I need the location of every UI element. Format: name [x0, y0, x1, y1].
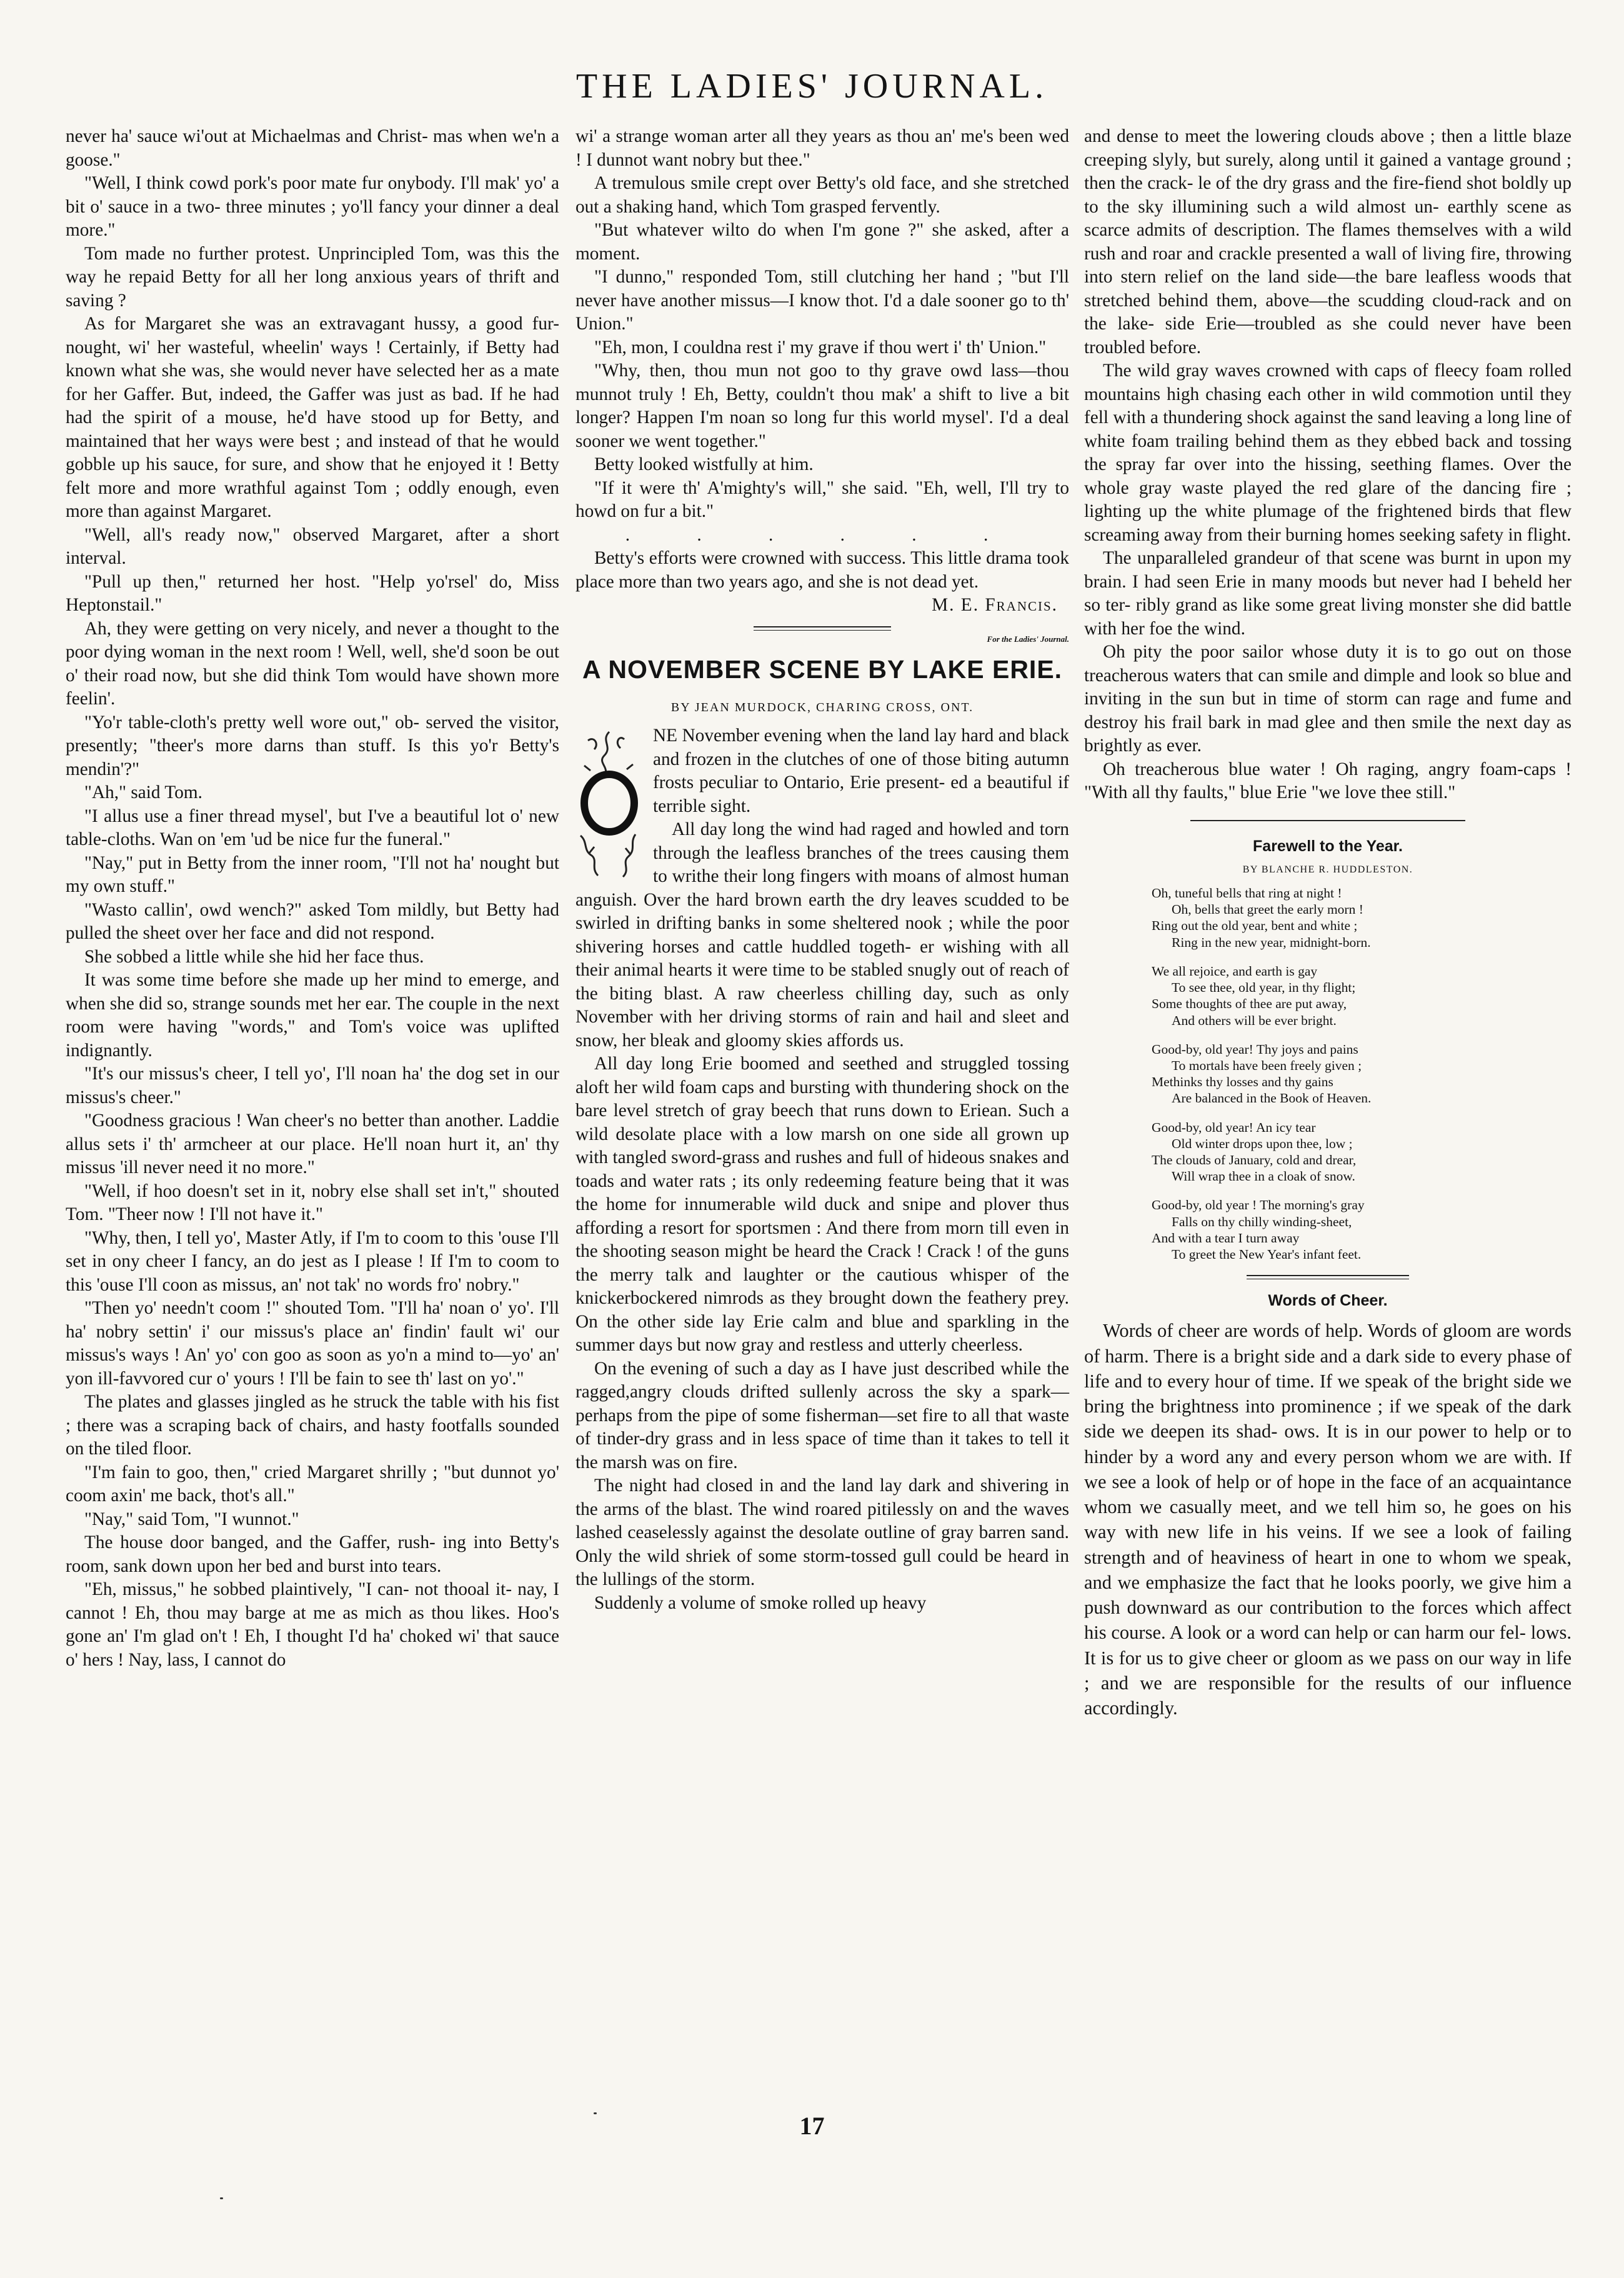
paragraph: Suddenly a volume of smoke rolled up heavy — [594, 1592, 927, 1613]
paragraph: "Then yo' needn't coom !" shouted Tom. "I'll ha' noan o' yo'. I'll ha' nobry settin' i' our missus's place an' findin' fault wi' our missus's ways ! An' yo' con goo as soon as yo'n a mind to—yo' an' yon ill-favvored cur o' yours ! I'll be fain to see th' last on yo'." — [66, 1298, 559, 1389]
paragraph: "Eh, mon, I couldna rest i' my grave if thou wert i' th' Union." — [594, 337, 1047, 357]
paragraph: "But whatever wilto do when I'm gone ?" she asked, after a moment. — [575, 220, 1069, 264]
paragraph: It was some time before she made up her mind to emerge, and when she did so, strange sounds met her ear. The couple in the next room were having "words," and Tom's voice was uplifted indignantly. — [66, 970, 559, 1061]
paragraph: All day long Erie boomed and seethed and struggled tossing aloft her wild foam caps and bursting with thundering shock on the bare level stretch of gray beech that runs down to Eriean. Such a wild desolate place with a low marsh on one side all grown up with tangled sword-grass and rushes and full of hideous snakes and toads and water rats ; its only redeeming feature being that it was the home for innumerable wild duck and snipe and plover thus affording a resort for sportsmen : And there from morn till even in the shooting season might be heard the Crack ! Crack ! of the guns the merry talk and laughter or the cautious whisper of the knickerbockered nimrods as they brought down the feathery prey. On the other side lay Erie calm and blue and sparkling in the summer days but now gray and restless and utterly cheerless. — [575, 1054, 1069, 1356]
poem-line: Will wrap thee in a cloak of snow. — [1172, 1169, 1355, 1184]
poem-byline: BY BLANCHE R. HUDDLESTON. — [1242, 864, 1413, 875]
section-break-dots: . . . . . . — [625, 524, 1020, 545]
print-speck — [220, 2197, 223, 2199]
poem-stanza — [1152, 1119, 1572, 1185]
poem-line: Falls on thy chilly winding-sheet, — [1172, 1214, 1352, 1229]
poem-line: The clouds of January, cold and drear, — [1152, 1152, 1357, 1168]
paragraph: Oh pity the poor sailor whose duty it is to go out on those treacherous waters that can smile and dimple and look so blue and inviting in the sun but in time of storm can rage and fume and destroy his frail bark in mad glee and then smile the next day as brightly as ever. — [1084, 642, 1572, 756]
poem-line: Methinks thy losses and thy gains — [1152, 1074, 1333, 1090]
paragraph: She sobbed a little while she hid her face thus. — [84, 946, 424, 967]
poem-line: To see thee, old year, in thy flight; — [1172, 980, 1356, 996]
paragraph: Ah, they were getting on very nicely, and never a thought to the poor dying woman in the next room ! Well, well, she'd soon be out o' their road now, but she did think Tom would have shown more feelin'. — [66, 618, 559, 709]
paragraph: The plates and glasses jingled as he struck the table with his fist ; there was a scraping back of chairs, and hasty footfalls sounded on the tiled floor. — [66, 1392, 559, 1459]
paragraph: "Eh, missus," he sobbed plaintively, "I can- not thooal it- nay, I cannot ! Eh, thou may barge at me as mich as thou likes. Hoo's gone an' I'm glad on't ! Eh, I thought I'd ha' choked wi' that sauce o' hers ! Nay, lass, I cannot do — [66, 1579, 559, 1670]
paragraph: The wild gray waves crowned with caps of fleecy foam rolled mountains high chasing each other in wild commotion until they fell with a thundering shock against the sand leaving a long line of white foam trailing behind them as they ebbed back and tossing the spray far over into the hissing, seething flames. Over the whole gray waste played the red glare of the dancing fire ; lighting up the white plumage of the frightened birds that flew screaming away from their burning homes seeking safety in flight. — [1084, 361, 1572, 545]
poem-stanza — [1152, 885, 1572, 951]
paragraph: The night had closed in and the land lay dark and shivering in the arms of the blast. The wind roared pitilessly on and the waves lashed ceaselessly against the desolate outline of gray barren sand. Only the wild shriek of some storm-tossed gull could be heard in the lullings of the storm. — [575, 1476, 1069, 1590]
poem-line: Are balanced in the Book of Heaven. — [1172, 1091, 1372, 1106]
cheer-title: Words of Cheer. — [1268, 1292, 1388, 1310]
poem-line: And with a tear I turn away — [1152, 1230, 1300, 1246]
source-note: For the Ladies' Journal. — [987, 634, 1069, 644]
page-number: 17 — [799, 2112, 825, 2140]
divider-rule — [1190, 820, 1465, 821]
poem-stanza — [1152, 1197, 1572, 1262]
poem-line: Oh, tuneful bells that ring at night ! — [1152, 885, 1342, 901]
paragraph: "Yo'r table-cloth's pretty well wore out," ob- served the visitor, presently; "theer's more darns than stuff. Is this yo'r Betty's mendin'?" — [66, 712, 559, 779]
paragraph: "Nay," said Tom, "I wunnot." — [84, 1509, 299, 1529]
paragraph: "I dunno," responded Tom, still clutching her hand ; "but I'll never have another missus—I know thot. I'd a dale sooner go to th' Union." — [575, 267, 1069, 334]
poem-line: Oh, bells that greet the early morn ! — [1172, 902, 1363, 917]
paragraph: "I'm fain to goo, then," cried Margaret shrilly ; "but dunnot yo' coom axin' me back, thot's all." — [66, 1462, 559, 1506]
poem-body — [1152, 885, 1572, 1262]
paragraph: and dense to meet the lowering clouds above ; then a little blaze creeping slyly, but surely, along until it gained a vantage ground ; then the crack- le of the dry grass and the fire-fiend shot boldly up to the sky illumining such a wild almost un- earthly scene as scarce admits of description. The flames themselves with a wild rush and roar and crackle presented a wall of living fire, throwing into stern relief on the land side—the bare leafless woods that stretched behind them, above—the scudding cloud-rack and on the lake- side Erie—troubled as she could never have been troubled before. — [1084, 126, 1572, 357]
poem-line: We all rejoice, and earth is gay — [1152, 963, 1318, 979]
paragraph: never ha' sauce wi'out at Michaelmas and Christ- mas when we'n a goose." — [66, 126, 559, 170]
poem-line: Good-by, old year! An icy tear — [1152, 1119, 1316, 1135]
poem-line: Ring out the old year, bent and white ; — [1152, 918, 1358, 934]
poem-line: Good-by, old year! Thy joys and pains — [1152, 1041, 1358, 1057]
paragraph: Tom made no further protest. Unprincipled Tom, was this the way he repaid Betty for all her long anxious years of thrift and saving ? — [66, 243, 559, 311]
svg-text:O: O — [609, 772, 610, 773]
poem-line: Good-by, old year ! The morning's gray — [1152, 1197, 1365, 1213]
paragraph: "Ah," said Tom. — [84, 782, 202, 802]
ornamental-drop-cap-icon — [575, 728, 643, 879]
column-3 — [1084, 125, 1572, 1721]
paragraph: On the evening of such a day as I have just described while the ragged,angry clouds drifted sullenly across the sky a spark—perhaps from the pipe of some fisherman—set fire to all that waste of tinder-dry grass and in less space of time than it takes to tell it the marsh was on fire. — [575, 1358, 1069, 1472]
divider-rule — [754, 626, 891, 631]
print-speck — [594, 2112, 597, 2114]
paragraph: Betty looked wistfully at him. — [594, 454, 814, 474]
cheer-paragraph: Words of cheer are words of help. Words of gloom are words of harm. There is a bright side and a dark side to every phase of life and to every hour of time. If we speak of the bright side we bring the brightness into prominence ; if we speak of the dark side we deepen its shad- ows. It is in our power to help or to hinder by a word any and every person whom we are with. If we see a look of help or of hope in the face of an acquaintance whom we casually meet, and we tell him so, he goes on his way with new life in his veins. If we see a look of failing strength and of heaviness of heart in one to whom we speak, and we emphasize the fact that he looks poorly, we give him a push downward as our contribution to the forces which affect his course. A look or a word can help or can harm our fel- lows. It is for us to give cheer or gloom as we pass on our way in life ; and we are responsible for the results of our influence accordingly. — [1084, 1320, 1572, 1719]
article-first-paragraph — [575, 724, 1069, 818]
paragraph: The unparalleled grandeur of that scene was burnt in upon my brain. I had seen Erie in many moods but never had I beheld her so ter- ribly grand as like some great living monster she did battle with her foe the wind. — [1084, 548, 1572, 639]
poem-line: Some thoughts of thee are put away, — [1152, 996, 1347, 1012]
poem-line: To greet the New Year's infant feet. — [1172, 1247, 1362, 1262]
paragraph: A tremulous smile crept over Betty's old face, and she stretched out a shaking hand, which Tom grasped fervently. — [575, 173, 1069, 217]
paragraph: "Pull up then," returned her host. "Help yo'rsel' do, Miss Heptonstail." — [66, 571, 559, 615]
paragraph: All day long the wind had raged and howled and torn through the leafless branches of the trees causing them to writhe their long fingers with moans of almost human anguish. Over the hard brown earth the dry leaves scudded to be swirled in drifting banks in some sheltered nook ; while the poor shivering horses and cattle huddled togeth- er wishing with all their animal hearts it were time to be stabled snugly out of reach of the biting blast. A raw cheerless chilling day, such as only November with her driving storms of rain and hail and sleet and snow, her bleak and gloomy skies affords us. — [575, 819, 1069, 1051]
paragraph: "If it were th' A'mighty's will," she said. "Eh, well, I'll try to howd on fur a bit." — [575, 477, 1069, 521]
poem-stanza — [1152, 963, 1572, 1029]
article-title: A NOVEMBER SCENE BY LAKE ERIE. — [582, 655, 1063, 684]
paragraph: "Wasto callin', owd wench?" asked Tom mildly, but Betty had pulled the sheet over her face and did not respond. — [66, 899, 559, 943]
paragraph: As for Margaret she was an extravagant hussy, a good fur-nought, wi' her wasteful, wheelin' ways ! Certainly, if Betty had known what she was, she would never have selected her as a mate for her Gaffer. But, indeed, the Gaffer was just as bad. If he had had the spirit of a mouse, he'd have stood up for Betty, and maintained that her ways were best ; and instead of that he would gobble up his sauce, for sure, and show that he enjoyed it ! Betty felt more and more wrathful against Tom ; oddly enough, even more than against Margaret. — [66, 314, 559, 521]
poem-line: To mortals have been freely given ; — [1172, 1057, 1362, 1073]
poem-title: Farewell to the Year. — [1253, 837, 1403, 855]
column-2 — [575, 125, 1069, 1615]
divider-rule — [1247, 1275, 1409, 1279]
paragraph: The house door banged, and the Gaffer, rush- ing into Betty's room, sank down upon her bed and burst into tears. — [66, 1532, 559, 1576]
article-first-paragraph-text: NE November evening when the land lay hard and black and frozen in the clutches of one of those biting autumn frosts peculiar to Ontario, Erie present- ed a beautiful if terrible sight. — [653, 726, 1069, 816]
article-byline: BY JEAN MURDOCK, CHARING CROSS, ONT. — [670, 700, 974, 714]
poem-line: Ring in the new year, midnight-born. — [1172, 934, 1371, 950]
paragraph: wi' a strange woman arter all they years as thou an' me's been wed ! I dunnot want nobry but thee." — [575, 126, 1069, 170]
paragraph: "I allus use a finer thread mysel', but I've a beautiful lot o' new table-cloths. Wan on 'em 'ud be nice fur the funeral." — [66, 806, 559, 849]
paragraph: "Why, then, I tell yo', Master Atly, if I'm to coom to this 'ouse I'll set in ony cheer I fancy, an do jest as I please ! If I'm to coom to this 'ouse I'll coon as missus, an' not tak' no words fro' nobry." — [66, 1227, 559, 1295]
paragraph: Oh treacherous blue water ! Oh raging, angry foam-caps ! "With all thy faults," blue Erie "we love thee still." — [1084, 759, 1572, 802]
poem-line: Old winter drops upon thee, low ; — [1172, 1136, 1353, 1151]
paragraph: "Nay," put in Betty from the inner room, "I'll not ha' nought but my own stuff." — [66, 852, 559, 896]
paragraph: "Well, I think cowd pork's poor mate fur onybody. I'll mak' yo' a bit o' sauce in a two- three minutes ; yo'll fancy your dinner a deal more." — [66, 173, 559, 240]
paragraph: "Well, all's ready now," observed Margaret, after a short interval. — [66, 524, 559, 568]
paragraph: "It's our missus's cheer, I tell yo', I'll noan ha' the dog set in our missus's cheer." — [66, 1064, 559, 1107]
column-1 — [66, 125, 559, 1672]
paragraph: "Why, then, thou mun not goo to thy grave owd lass—thou munnot truly ! Eh, Betty, couldn't thou mak' a shift to live a bit longer? Happen I'm noan so long fur this world mysel'. I'd a deal sooner we went together." — [575, 361, 1069, 451]
poem-line: And others will be ever bright. — [1172, 1012, 1337, 1028]
paragraph: "Goodness gracious ! Wan cheer's no better than another. Laddie allus sets i' th' armcheer at our place. He'll noan hurt it, an' thy missus 'ill never need it no more." — [66, 1111, 559, 1177]
paragraph: Betty's efforts were crowned with success. This little drama took place more than two years ago, and she is not dead yet. — [575, 548, 1069, 592]
paragraph: "Well, if hoo doesn't set in it, nobry else shall set in't," shouted Tom. "Theer now ! I'll not have it." — [66, 1181, 559, 1224]
journal-masthead: THE LADIES' JOURNAL. — [575, 67, 1049, 106]
poem-stanza — [1152, 1041, 1572, 1107]
author-signature: M. E. Francis. — [932, 595, 1058, 615]
